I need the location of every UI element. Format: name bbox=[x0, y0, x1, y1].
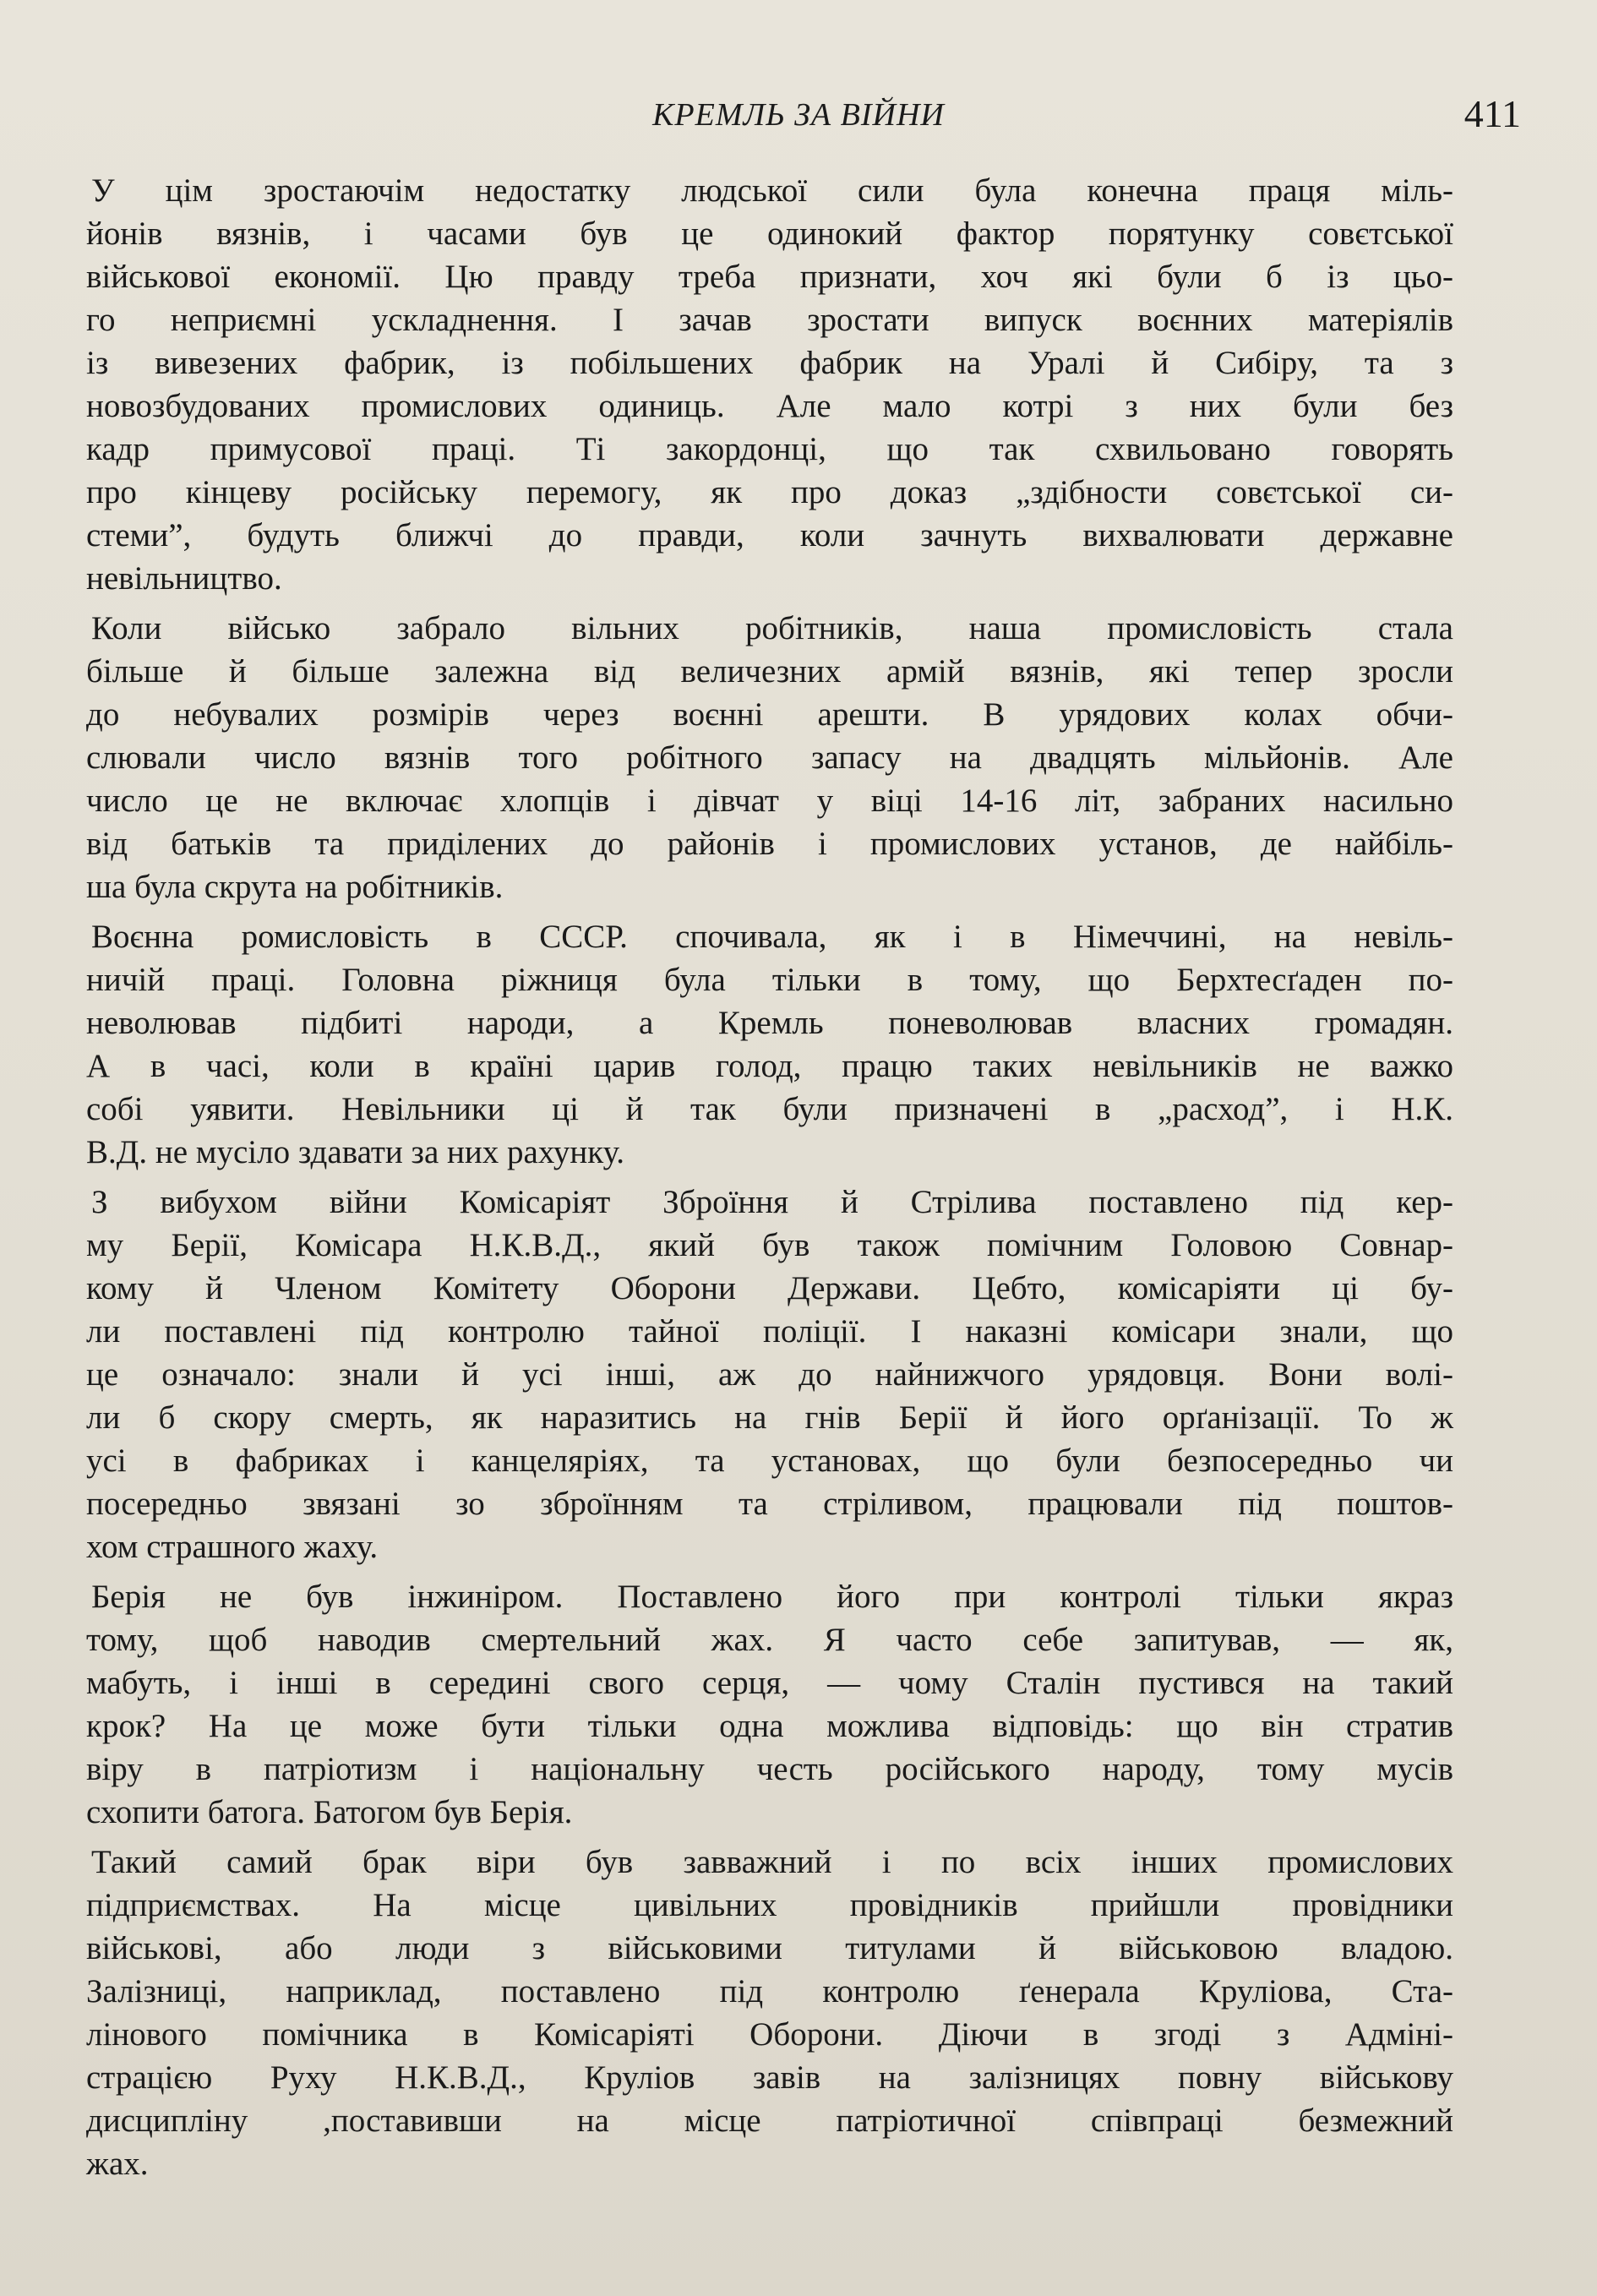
paragraph bbox=[86, 1575, 1453, 1834]
text-line: підприємствах. На місце цивільних провідників прийшли провідники bbox=[86, 1887, 1453, 1923]
text-line: Такий самий брак віри був завважний і по всіх інших промислових bbox=[91, 1844, 1453, 1880]
text-line: му Берії, Комісара Н.К.В.Д., який був також помічним Головою Совнар- bbox=[86, 1227, 1453, 1263]
text-line: невільництво. bbox=[86, 560, 282, 597]
text-line: до небувалих розмірів через воєнні арешти. В урядових колах обчи- bbox=[86, 696, 1453, 733]
text-line: із вивезених фабрик, із побільшених фабрик на Уралі й Сибіру, та з bbox=[86, 345, 1453, 381]
paragraph bbox=[86, 607, 1453, 908]
text-line: усі в фабриках і канцеляріях, та установах, що були безпосередньо чи bbox=[86, 1442, 1453, 1479]
text-line: Залізниці, наприклад, поставлено під контролю ґенерала Круліова, Ста- bbox=[86, 1973, 1453, 2010]
text-line: тому, щоб наводив смертельний жах. Я часто себе запитував, — як, bbox=[86, 1622, 1453, 1658]
paragraph bbox=[86, 1181, 1453, 1568]
text-line: Воєнна ромисловість в СССР. спочивала, як і в Німеччині, на невіль- bbox=[91, 919, 1453, 955]
text-line: стеми”, будуть ближчі до правди, коли зачнуть вихвалювати державне bbox=[86, 517, 1453, 554]
text-line: лінового помічника в Комісаріяті Оборони. Діючи в згоді з Адміні- bbox=[86, 2016, 1453, 2053]
page-header bbox=[76, 91, 1521, 142]
text-line: ничій праці. Головна ріжниця була тільки в тому, що Берхтесґаден по- bbox=[86, 962, 1453, 998]
text-line: військової економії. Цю правду треба признати, хоч які були б із цьо- bbox=[86, 259, 1453, 295]
text-line: З вибухом війни Комісаріят Зброїння й Стрілива поставлено під кер- bbox=[91, 1184, 1453, 1220]
text-line: Коли військо забрало вільних робітників, наша промисловість стала bbox=[91, 610, 1453, 646]
text-line: ли поставлені під контролю тайної поліції. І наказні комісари знали, що bbox=[86, 1313, 1453, 1350]
text-line: жах. bbox=[86, 2146, 149, 2182]
text-line: крок? На це може бути тільки одна можлива відповідь: що він стратив bbox=[86, 1708, 1453, 1744]
text-line: більше й більше залежна від величезних армій вязнів, які тепер зросли bbox=[86, 653, 1453, 690]
text-line: віру в патріотизм і національну честь російського народу, тому мусів bbox=[86, 1751, 1453, 1787]
text-line: хом страшного жаху. bbox=[86, 1529, 379, 1565]
text-line: страцією Руху Н.К.В.Д., Круліов завів на залізницях повну військову bbox=[86, 2059, 1453, 2096]
text-line: дисципліну ,поставивши на місце патріотичної співпраці безмежний bbox=[86, 2102, 1453, 2139]
text-line: Берія не був інжиніром. Поставлено його при контролі тільки якраз bbox=[91, 1579, 1453, 1615]
running-title: КРЕМЛЬ ЗА ВІЙНИ bbox=[652, 97, 945, 133]
body-text bbox=[86, 169, 1453, 2192]
text-line: військові, або люди з військовими титулами й військовою владою. bbox=[86, 1930, 1453, 1966]
text-line: схопити батога. Батогом був Берія. bbox=[86, 1794, 573, 1830]
text-line: йонів вязнів, і часами був це одинокий фактор порятунку совєтської bbox=[86, 215, 1453, 252]
text-line: мабуть, і інші в середині свого серця, — чому Сталін пустився на такий bbox=[86, 1665, 1453, 1701]
text-line: собі уявити. Невільники ці й так були призначені в „расход”, і Н.К. bbox=[86, 1091, 1453, 1127]
text-line: від батьків та приділених до районів і промислових установ, де найбіль- bbox=[86, 826, 1453, 862]
text-line: А в часі, коли в країні царив голод, працю таких невільників не важко bbox=[86, 1048, 1453, 1084]
text-line: го неприємні ускладнення. І зачав зростати випуск воєнних матеріялів bbox=[86, 302, 1453, 338]
text-line: це означало: знали й усі інші, аж до найнижчого урядовця. Вони волі- bbox=[86, 1356, 1453, 1393]
text-line: про кінцеву російську перемогу, як про доказ „здібности совєтської си- bbox=[86, 474, 1453, 510]
text-line: У цім зростаючім недостатку людської сили була конечна праця міль- bbox=[91, 172, 1453, 209]
text-line: число це не включає хлопців і дівчат у віці 14-16 літ, забраних насильно bbox=[86, 783, 1453, 819]
text-line: кадр примусової праці. Ті закордонці, що так схвильовано говорять bbox=[86, 431, 1453, 467]
paragraph bbox=[86, 169, 1453, 600]
text-line: неволював підбиті народи, а Кремль поневолював власних громадян. bbox=[86, 1005, 1453, 1041]
page-number: 411 bbox=[1463, 92, 1521, 135]
text-line: новозбудованих промислових одиниць. Але мало котрі з них були без bbox=[86, 388, 1453, 424]
text-line: В.Д. не мусіло здавати за них рахунку. bbox=[86, 1134, 624, 1170]
paragraph bbox=[86, 1841, 1453, 2185]
text-line: кому й Членом Комітету Оборони Держави. Цебто, комісаріяти ці бу- bbox=[86, 1270, 1453, 1306]
text-line: ли б скору смерть, як наразитись на гнів Берії й його орґанізації. То ж bbox=[86, 1399, 1453, 1436]
paragraph bbox=[86, 915, 1453, 1174]
text-line: слювали число вязнів того робітного запасу на двадцять мільйонів. Але bbox=[86, 739, 1453, 776]
text-line: ша була скрута на робітників. bbox=[86, 869, 504, 905]
text-line: посередньо звязані зо зброїнням та стріливом, працювали під поштов- bbox=[86, 1486, 1453, 1522]
